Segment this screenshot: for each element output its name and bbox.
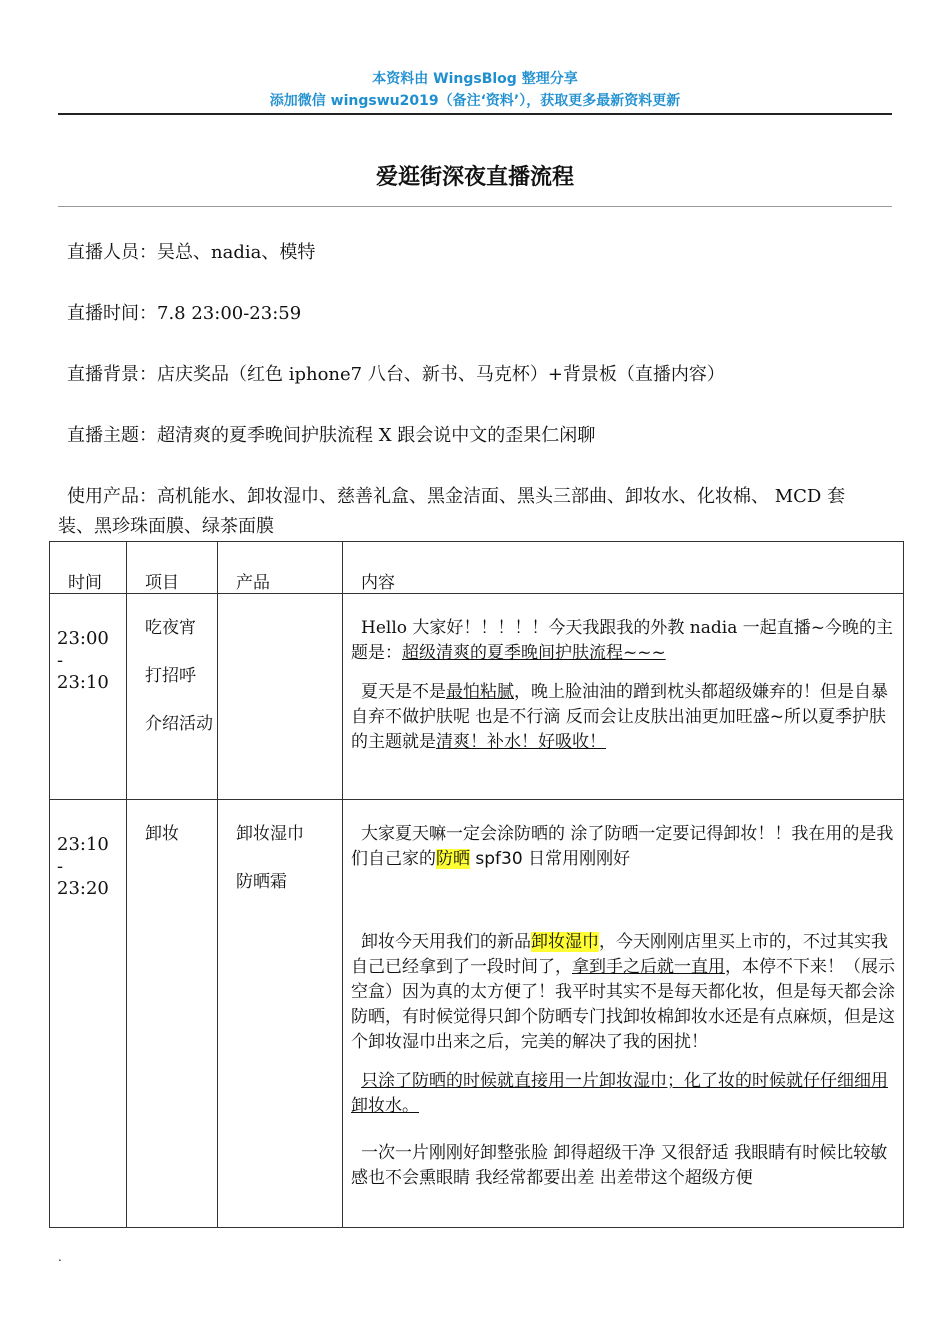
info-products: 使用产品：高机能水、卸妆湿巾、慈善礼盒、黑金洁面、黑头三部曲、卸妆水、化妆棉、 MCD 套 装、黑珍珠面膜、绿茶面膜	[58, 486, 846, 537]
header-content: 内容	[361, 573, 395, 593]
header-product: 产品	[236, 573, 270, 593]
info-theme: 直播主题：超清爽的夏季晚间护肤流程 X 跟会说中文的歪果仁闲聊	[67, 425, 596, 446]
table-header-row	[50, 542, 904, 594]
content-cell: Hello 大家好！！！！！今天我跟我的外教 nadia 一起直播~今晚的主题是：超级清爽的夏季晚间护肤流程~~~ 夏天是不是最怕粘腻，晚上脸油油的蹭到枕头都超级嫌弃的！但是自暴自弃不做护肤呢 也是不行滴 反而会让皮肤出油更加旺盛~所以夏季护肤的主题就是清爽！补水！好吸收！	[351, 618, 893, 752]
title-divider	[58, 206, 892, 207]
info-time: 直播时间：7.8 23:00-23:59	[67, 303, 302, 324]
item-cell: 卸妆	[145, 824, 179, 844]
table-row	[50, 594, 904, 800]
product-cell	[218, 594, 343, 800]
footer-dot: .	[58, 1250, 62, 1264]
info-people: 直播人员：吴总、nadia、模特	[67, 242, 316, 263]
time-cell: 23:10 - 23:20	[57, 834, 109, 899]
header-divider	[58, 113, 892, 115]
item-cell: 吃夜宵 打招呼 介绍活动	[145, 618, 213, 734]
time-cell: 23:00 - 23:10	[57, 628, 109, 693]
header-item: 项目	[145, 573, 179, 593]
table-row	[50, 800, 904, 1228]
source-banner-line2: 添加微信 wingswu2019（备注‘资料’），获取更多最新资料更新	[269, 93, 681, 109]
source-banner-line1: 本资料由 WingsBlog 整理分享	[372, 71, 578, 87]
header-time: 时间	[68, 573, 102, 593]
product-cell: 卸妆湿巾 防晒霜	[236, 824, 304, 892]
info-background: 直播背景：店庆奖品（红色 iphone7 八台、新书、马克杯）+背景板（直播内容）	[67, 364, 725, 385]
schedule-table	[49, 541, 904, 1228]
source-banner	[0, 68, 950, 112]
document-title: 爱逛街深夜直播流程	[375, 165, 574, 190]
content-cell: 大家夏天嘛一定会涂防晒的 涂了防晒一定要记得卸妆！！我在用的是我们自己家的防晒 spf30 日常用刚刚好 卸妆今天用我们的新品卸妆湿巾，今天刚刚店里买上市的，不过其实我自己已经拿到了一段时间了，拿到手之后就一直用，本停不下来！（展示空盒）因为真的太方便了！我平时其实不是每天都化妆，但是每天都会涂防晒，有时候觉得只卸个防晒专门找卸妆棉卸妆水还是有点麻烦，但是这个卸妆湿巾出来之后，完美的解决了我的困扰！ 只涂了防晒的时候就直接用一片卸妆湿巾；化了妆的时候就仔仔细细用卸妆水。 一次一片刚刚好卸整张脸 卸得超级干净 又很舒适 我眼睛有时候比较敏感也不会熏眼睛 我经常都要出差 出差带这个超级方便	[351, 824, 895, 1188]
